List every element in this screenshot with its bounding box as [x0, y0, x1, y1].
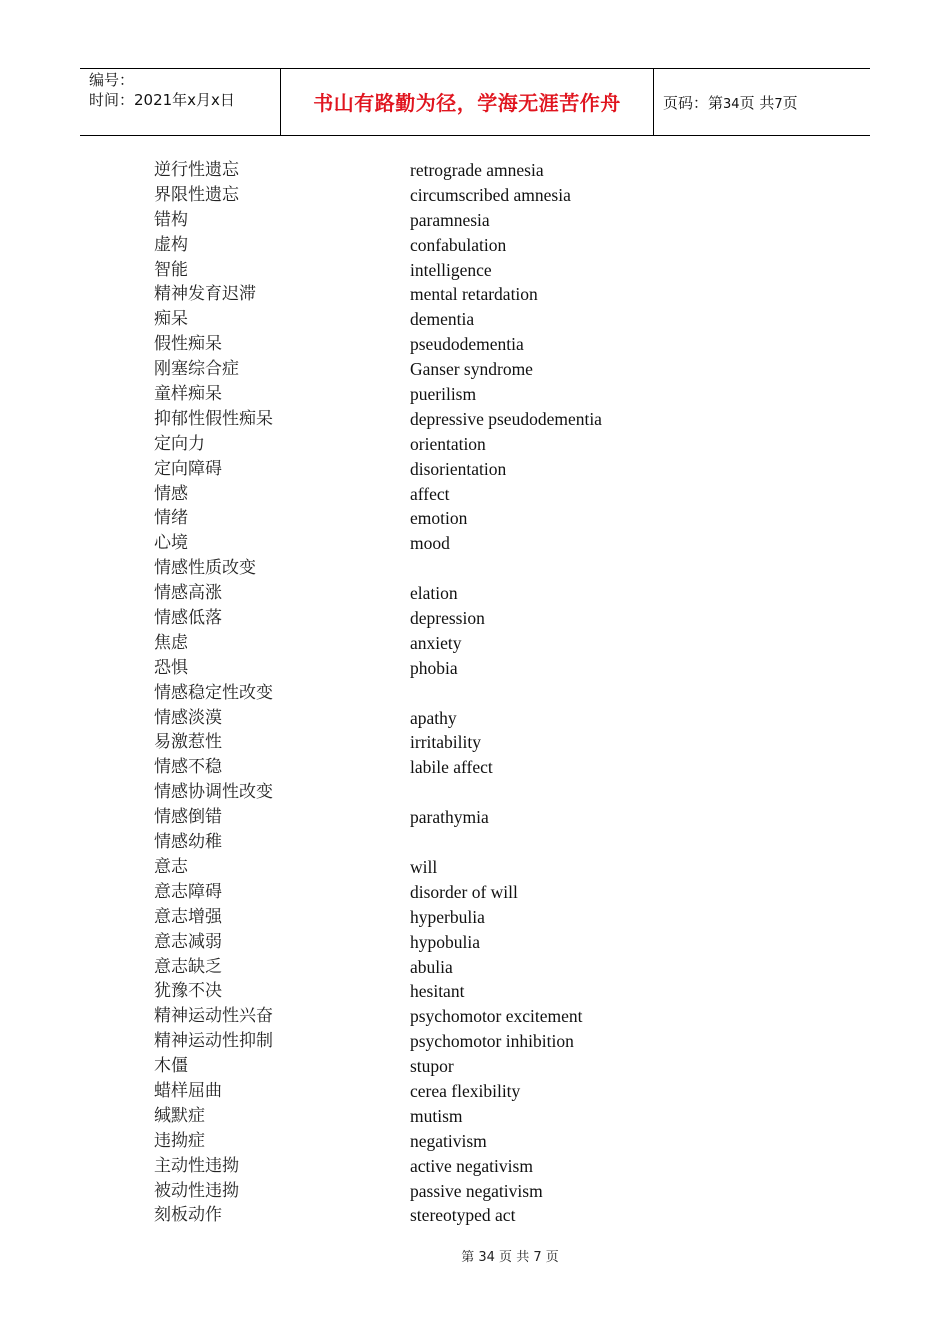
term-chinese: 恐惧: [154, 657, 188, 678]
glossary-row: [0, 382, 950, 407]
term-english: affect: [410, 483, 450, 504]
term-english: mental retardation: [410, 284, 538, 305]
term-chinese: 主动性违拗: [154, 1155, 239, 1176]
glossary-row: [0, 556, 950, 581]
term-english: psychomotor excitement: [410, 1006, 583, 1027]
term-english: apathy: [410, 707, 457, 728]
term-english: mutism: [410, 1105, 463, 1126]
term-english: intelligence: [410, 259, 492, 280]
glossary-row: [0, 258, 950, 283]
glossary-row: [0, 706, 950, 731]
header-page-cell: [654, 69, 870, 135]
glossary-row: [0, 930, 950, 955]
glossary-row: [0, 979, 950, 1004]
glossary-list: [0, 158, 950, 1228]
term-chinese: 情感性质改变: [154, 558, 256, 579]
term-chinese: 逆行性遗忘: [154, 160, 239, 180]
document-number-label: 编号：: [89, 71, 135, 89]
glossary-row: [0, 307, 950, 332]
glossary-row: [0, 955, 950, 980]
page-end: 页: [782, 94, 798, 112]
term-chinese: 焦虑: [154, 632, 188, 653]
glossary-row: [0, 1203, 950, 1228]
term-chinese: 蜡样屈曲: [154, 1080, 222, 1101]
term-english: depressive pseudodementia: [410, 408, 602, 429]
term-chinese: 情感幼稚: [154, 832, 222, 853]
term-chinese: 情感不稳: [154, 757, 222, 778]
glossary-row: [0, 407, 950, 432]
term-english: negativism: [410, 1130, 487, 1151]
term-chinese: 违拗症: [154, 1130, 205, 1151]
term-chinese: 情感高涨: [154, 583, 222, 604]
glossary-row: [0, 606, 950, 631]
page-label: 页码：第: [663, 94, 724, 112]
glossary-row: [0, 1104, 950, 1129]
term-chinese: 假性痴呆: [154, 334, 222, 355]
glossary-row: [0, 905, 950, 930]
term-chinese: 精神运动性抑制: [154, 1031, 273, 1052]
term-english: emotion: [410, 508, 468, 529]
glossary-row: [0, 1029, 950, 1054]
term-english: irritability: [410, 732, 481, 753]
glossary-row: [0, 656, 950, 681]
glossary-row: [0, 631, 950, 656]
term-english: stereotyped act: [410, 1205, 516, 1226]
term-chinese: 心境: [154, 533, 188, 554]
page-mid: 页 共: [739, 94, 775, 112]
glossary-row: [0, 880, 950, 905]
term-english: elation: [410, 583, 458, 604]
term-english: dementia: [410, 309, 475, 330]
term-english: Ganser syndrome: [410, 359, 533, 380]
term-chinese: 情感淡漠: [154, 707, 222, 728]
term-chinese: 情感: [154, 483, 188, 504]
term-english: pseudodementia: [410, 334, 524, 355]
glossary-row: [0, 581, 950, 606]
term-english: active negativism: [410, 1155, 533, 1176]
glossary-row: [0, 208, 950, 233]
term-chinese: 木僵: [154, 1056, 188, 1077]
term-english: hesitant: [410, 981, 465, 1002]
term-english: hyperbulia: [410, 906, 485, 927]
term-english: paramnesia: [410, 209, 490, 230]
glossary-row: [0, 730, 950, 755]
glossary-row: [0, 332, 950, 357]
term-english: anxiety: [410, 632, 462, 653]
glossary-row: [0, 780, 950, 805]
glossary-row: [0, 531, 950, 556]
glossary-row: [0, 432, 950, 457]
term-chinese: 刚塞综合症: [154, 359, 239, 380]
term-chinese: 界限性遗忘: [154, 184, 239, 205]
glossary-row: [0, 1179, 950, 1204]
term-chinese: 情感倒错: [154, 807, 222, 828]
page-total: 7: [774, 97, 783, 112]
glossary-row: [0, 805, 950, 830]
motto-text: 书山有路勤为径，学海无涯苦作舟: [313, 91, 621, 115]
term-english: labile affect: [410, 757, 493, 778]
term-chinese: 意志减弱: [154, 931, 222, 952]
term-chinese: 情感协调性改变: [154, 782, 273, 803]
term-chinese: 情感低落: [154, 608, 222, 629]
term-chinese: 刻板动作: [154, 1205, 222, 1226]
glossary-row: [0, 681, 950, 706]
glossary-row: [0, 755, 950, 780]
term-chinese: 意志缺乏: [154, 956, 222, 977]
term-english: depression: [410, 608, 485, 629]
header-info-cell: [80, 69, 281, 135]
term-chinese: 意志增强: [154, 906, 222, 927]
term-chinese: 精神运动性兴奋: [154, 1006, 273, 1027]
term-chinese: 童样痴呆: [154, 384, 222, 405]
glossary-row: [0, 183, 950, 208]
glossary-row: [0, 482, 950, 507]
glossary-row: [0, 158, 950, 183]
glossary-row: [0, 457, 950, 482]
term-english: hypobulia: [410, 931, 480, 952]
term-chinese: 定向障碍: [154, 458, 222, 479]
term-chinese: 抑郁性假性痴呆: [154, 408, 273, 429]
term-chinese: 错构: [154, 209, 188, 230]
glossary-row: [0, 855, 950, 880]
glossary-row: [0, 506, 950, 531]
term-chinese: 犹豫不决: [154, 981, 222, 1002]
term-chinese: 意志: [154, 856, 188, 877]
glossary-row: [0, 282, 950, 307]
term-english: circumscribed amnesia: [410, 184, 571, 205]
term-chinese: 易激惹性: [154, 732, 222, 753]
glossary-row: [0, 1154, 950, 1179]
term-english: psychomotor inhibition: [410, 1031, 574, 1052]
term-english: stupor: [410, 1056, 454, 1077]
glossary-row: [0, 830, 950, 855]
term-english: disorder of will: [410, 881, 518, 902]
page-header: [80, 68, 870, 136]
glossary-row: [0, 1129, 950, 1154]
document-date: 时间：2021年x月x日: [89, 91, 235, 109]
term-english: abulia: [410, 956, 453, 977]
glossary-row: [0, 233, 950, 258]
page-footer: 第 34 页 共 7 页: [461, 1250, 559, 1265]
term-english: will: [410, 856, 438, 877]
term-english: cerea flexibility: [410, 1080, 521, 1101]
term-chinese: 定向力: [154, 433, 205, 454]
term-english: puerilism: [410, 384, 477, 405]
term-english: disorientation: [410, 458, 507, 479]
term-chinese: 意志障碍: [154, 881, 222, 902]
term-english: retrograde amnesia: [410, 160, 544, 180]
header-motto-cell: [281, 69, 654, 135]
term-english: confabulation: [410, 234, 507, 255]
term-english: orientation: [410, 433, 486, 454]
term-chinese: 被动性违拗: [154, 1180, 239, 1201]
glossary-row: [0, 1079, 950, 1104]
term-chinese: 虚构: [154, 234, 188, 255]
page-current: 34: [723, 97, 740, 112]
term-chinese: 痴呆: [154, 309, 188, 330]
term-english: passive negativism: [410, 1180, 543, 1201]
term-english: phobia: [410, 657, 458, 678]
term-chinese: 智能: [154, 259, 188, 280]
glossary-row: [0, 1054, 950, 1079]
term-chinese: 缄默症: [154, 1105, 205, 1126]
glossary-row: [0, 1004, 950, 1029]
term-chinese: 情感稳定性改变: [154, 682, 273, 703]
term-chinese: 精神发育迟滞: [154, 284, 256, 305]
header-page-number: [663, 94, 798, 114]
glossary-row: [0, 357, 950, 382]
term-english: mood: [410, 533, 450, 554]
term-english: parathymia: [410, 807, 489, 828]
term-chinese: 情绪: [154, 508, 188, 529]
